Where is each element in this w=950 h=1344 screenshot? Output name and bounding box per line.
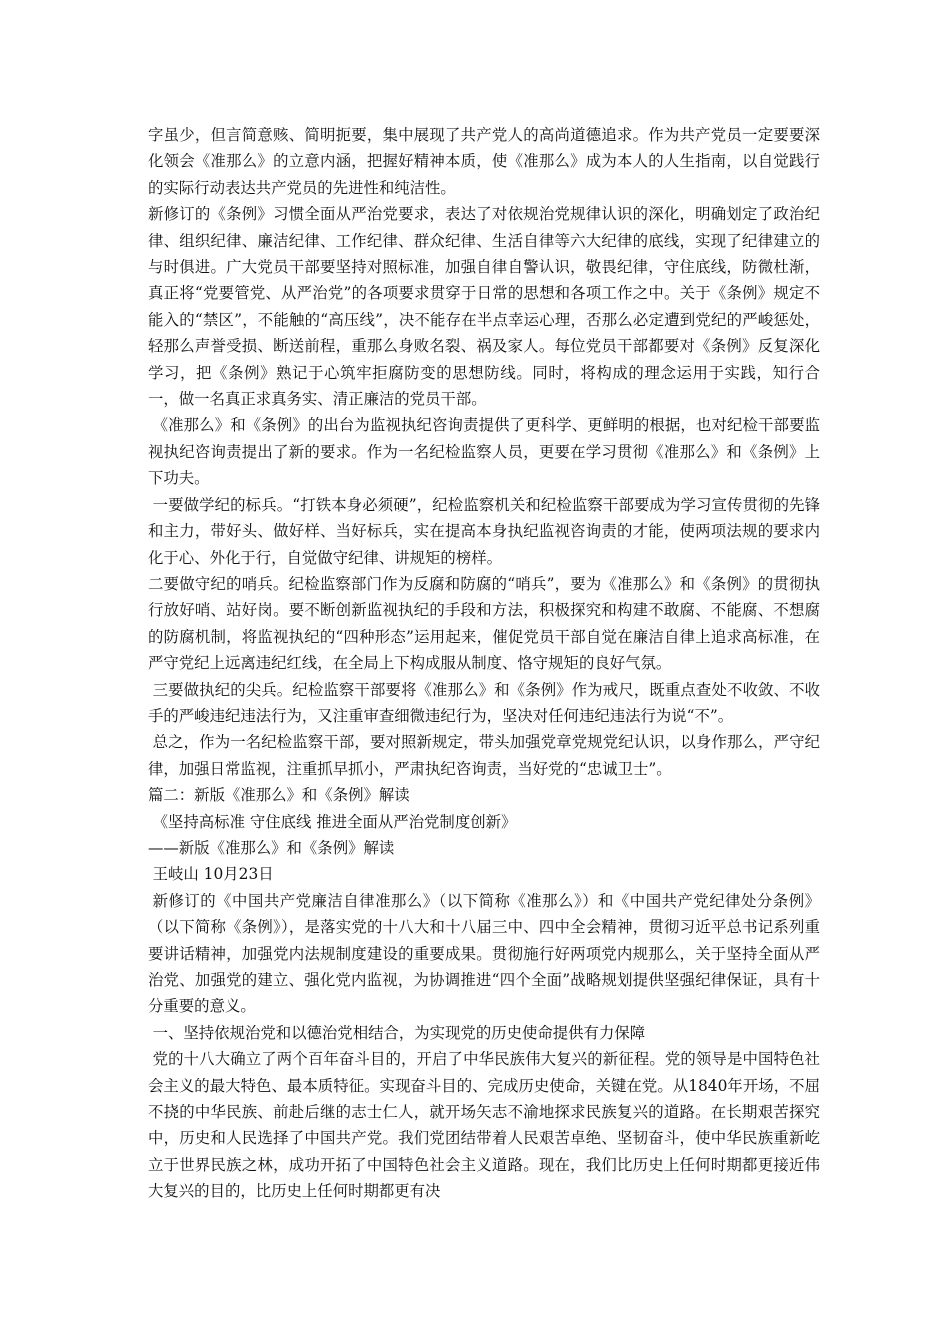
- paragraph-4: 一要做学纪的标兵。“打铁本身必须硬”，纪检监察机关和纪检监察干部要成为学习宣传贯彻的先锋和主力，带好头、做好样、当好标兵，实在提高本身执纪监视咨询责的才能，使两项法规的要求内化于心、外化于行，自觉做守纪律、讲规矩的榜样。: [148, 495, 820, 567]
- document-page: [148, 122, 820, 1205]
- paragraph-9: 党的十八大确立了两个百年奋斗目的，开启了中华民族伟大复兴的新征程。党的领导是中国特色社会主义的最大特色、最本质特征。实现奋斗目的、完成历史使命，关键在党。从1840年开场，不屈不挠的中华民族、前赴后继的志士仁人，就开场矢志不渝地探求民族复兴的道路。在长期艰苦探究中，历史和人民选择了中国共产党。我们党团结带着人民艰苦卓绝、坚韧奋斗，使中华民族重新屹立于世界民族之林，成功开拓了中国特色社会主义道路。现在，我们比历史上任何时期都更接近伟大复兴的目的，比历史上任何时期都更有决: [148, 1050, 820, 1201]
- paragraph-2: 新修订的《条例》习惯全面从严治党要求，表达了对依规治党规律认识的深化，明确划定了政治纪律、组织纪律、廉洁纪律、工作纪律、群众纪律、生活自律等六大纪律的底线，实现了纪律建立的与时俱进。广大党员干部要坚持对照标准，加强自律自警认识，敬畏纪律，守住底线，防微杜渐，真正将“党要管党、从严治党”的各项要求贯穿于日常的思想和各项工作之中。关于《条例》规定不能入的“禁区”，不能触的“高压线”，决不能存在半点幸运心理，否那么必定遭到党纪的严峻惩处，轻那么声誉受损、断送前程，重那么身败名裂、祸及家人。每位党员干部都要对《条例》反复深化学习，把《条例》熟记于心筑牢拒腐防变的思想防线。同时，将构成的理念运用于实践，知行合一，做一名真正求真务实、清正廉洁的党员干部。: [148, 205, 820, 409]
- author-date: 王岐山 10月23日: [152, 865, 274, 884]
- article-title: 《坚持高标准 守住底线 推进全面从严治党制度创新》: [152, 812, 517, 831]
- paragraph-1: 字虽少，但言简意赅、简明扼要，集中展现了共产党人的高尚道德追求。作为共产党员一定要要深化领会《准那么》的立意内涵，把握好精神本质，使《准那么》成为本人的人生指南，以自觉践行的实际行动表达共产党员的先进性和纯洁性。: [148, 126, 820, 197]
- paragraph-7: 总之，作为一名纪检监察干部，要对照新规定，带头加强党章党规党纪认识，以身作那么，严守纪律，加强日常监视，注重抓早抓小，严肃执纪咨询责，当好党的“忠诚卫士”。: [148, 733, 820, 778]
- subheading-1: 一、坚持依规治党和以德治党相结合，为实现党的历史使命提供有力保障: [152, 1023, 646, 1042]
- article-subtitle: ——新版《准那么》和《条例》解读: [148, 838, 395, 857]
- paragraph-5: 二要做守纪的哨兵。纪检监察部门作为反腐和防腐的“哨兵”，要为《准那么》和《条例》的贯彻执行放好哨、站好岗。要不断创新监视执纪的手段和方法，积极探究和构建不敢腐、不能腐、不想腐的防腐机制，将监视执纪的“四种形态”运用起来，催促党员干部自觉在廉洁自律上追求高标准，在严守党纪上远离违纪红线，在全局上下构成服从制度、恪守规矩的良好气氛。: [148, 574, 820, 673]
- paragraph-6: 三要做执纪的尖兵。纪检监察干部要将《准那么》和《条例》作为戒尺，既重点查处不收敛、不收手的严峻违纪违法行为，又注重审查细微违纪行为，坚决对任何违纪违法行为说“不”。: [148, 680, 820, 725]
- section-heading-2: 篇二：新版《准那么》和《条例》解读: [148, 786, 410, 805]
- paragraph-8: 新修订的《中国共产党廉洁自律准那么》（以下简称《准那么》）和《中国共产党纪律处分条例》（以下简称《条例》），是落实党的十八大和十八届三中、四中全会精神，贯彻习近平总书记系列重要讲话精神，加强党内法规制度建设的重要成果。贯彻施行好两项党内规那么，关于坚持全面从严治党、加强党的建立、强化党内监视，为协调推进“四个全面”战略规划提供坚强纪律保证，具有十分重要的意义。: [148, 891, 820, 1016]
- paragraph-3: 《准那么》和《条例》的出台为监视执纪咨询责提供了更科学、更鲜明的根据，也对纪检干部要监视执纪咨询责提出了新的要求。作为一名纪检监察人员，更要在学习贯彻《准那么》和《条例》上下功夫。: [148, 416, 820, 488]
